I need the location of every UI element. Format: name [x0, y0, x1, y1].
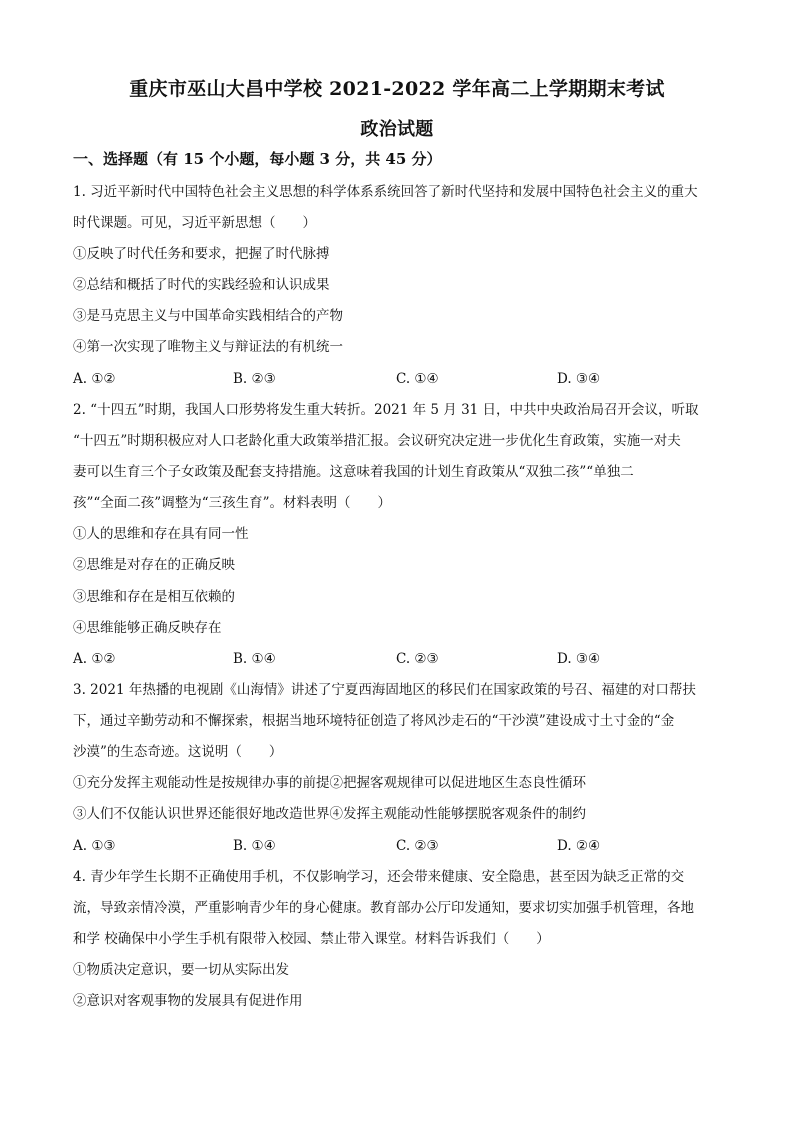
option-c: C. ②③ [396, 838, 439, 854]
question-stem-line: 2. “十四五”时期，我国人口形势将发生重大转折。2021 年 5 月 31 日，中共中央政治局召开会议，听取 [73, 402, 699, 418]
section-heading: 一、选择题（有 15 个小题，每小题 3 分，共 45 分） [73, 150, 442, 168]
exam-title: 重庆市巫山大昌中学校 2021-2022 学年高二上学期期末考试 [129, 78, 665, 100]
question-stem-line: “十四五”时期积极应对人口老龄化重大政策举措汇报。会议研究决定进一步优化生育政策，实施一对夫 [73, 433, 681, 449]
question-stem-line: 和学 校确保中小学生手机有限带入校园、禁止带入课堂。材料告诉我们（ ） [73, 931, 550, 947]
statement-item: ③人们不仅能认识世界还能很好地改造世界④发挥主观能动性能够摆脱客观条件的制约 [73, 806, 586, 822]
option-a: A. ①② [73, 651, 116, 667]
option-b: B. ①④ [233, 838, 276, 854]
question-stem-line: 妻可以生育三个子女政策及配套支持措施。这意味着我国的计划生育政策从“双独二孩”“单独二 [73, 464, 634, 480]
option-b: B. ①④ [233, 651, 276, 667]
statement-item: ①物质决定意识，要一切从实际出发 [73, 962, 289, 978]
question-stem-line: 时代课题。可见，习近平新思想（ ） [73, 215, 316, 231]
option-b: B. ②③ [233, 371, 276, 387]
option-a: A. ①③ [73, 838, 116, 854]
question-stem-line: 流，导致亲情冷漠，严重影响青少年的身心健康。教育部办公厅印发通知，要求切实加强手机管理，各地 [73, 900, 694, 916]
statement-item: ②意识对客观事物的发展具有促进作用 [73, 993, 303, 1009]
question-stem-line: 孩”“全面二孩”调整为“三孩生育”。材料表明（ ） [73, 495, 392, 511]
question-stem-line: 3. 2021 年热播的电视剧《山海情》讲述了宁夏西海固地区的移民们在国家政策的号召、福建的对口帮扶 [73, 682, 696, 698]
statement-item: ③是马克思主义与中国革命实践相结合的产物 [73, 308, 343, 324]
exam-subtitle: 政治试题 [360, 119, 434, 140]
option-c: C. ①④ [396, 371, 439, 387]
option-a: A. ①② [73, 371, 116, 387]
statement-item: ①人的思维和存在具有同一性 [73, 526, 249, 542]
question-stem-line: 沙漠”的生态奇迹。这说明（ ） [73, 744, 283, 760]
question-stem-line: 1. 习近平新时代中国特色社会主义思想的科学体系系统回答了新时代坚持和发展中国特色社会主义的重大 [73, 184, 698, 200]
statement-item: ②思维是对存在的正确反映 [73, 557, 235, 573]
option-d: D. ②④ [557, 838, 601, 854]
statement-item: ③思维和存在是相互依赖的 [73, 589, 235, 605]
option-d: D. ③④ [557, 371, 601, 387]
question-stem-line: 4. 青少年学生长期不正确使用手机，不仅影响学习，还会带来健康、安全隐患，甚至因为缺乏正常的交 [73, 869, 685, 885]
statement-item: ①充分发挥主观能动性是按规律办事的前提②把握客观规律可以促进地区生态良性循环 [73, 775, 586, 791]
question-stem-line: 下，通过辛勤劳动和不懈探索，根据当地环境特征创造了将风沙走石的“干沙漠”建设成寸土寸金的“金 [73, 713, 675, 729]
statement-item: ①反映了时代任务和要求，把握了时代脉搏 [73, 246, 330, 262]
statement-item: ④第一次实现了唯物主义与辩证法的有机统一 [73, 339, 343, 355]
option-c: C. ②③ [396, 651, 439, 667]
statement-item: ④思维能够正确反映存在 [73, 620, 222, 636]
option-d: D. ③④ [557, 651, 601, 667]
statement-item: ②总结和概括了时代的实践经验和认识成果 [73, 277, 330, 293]
